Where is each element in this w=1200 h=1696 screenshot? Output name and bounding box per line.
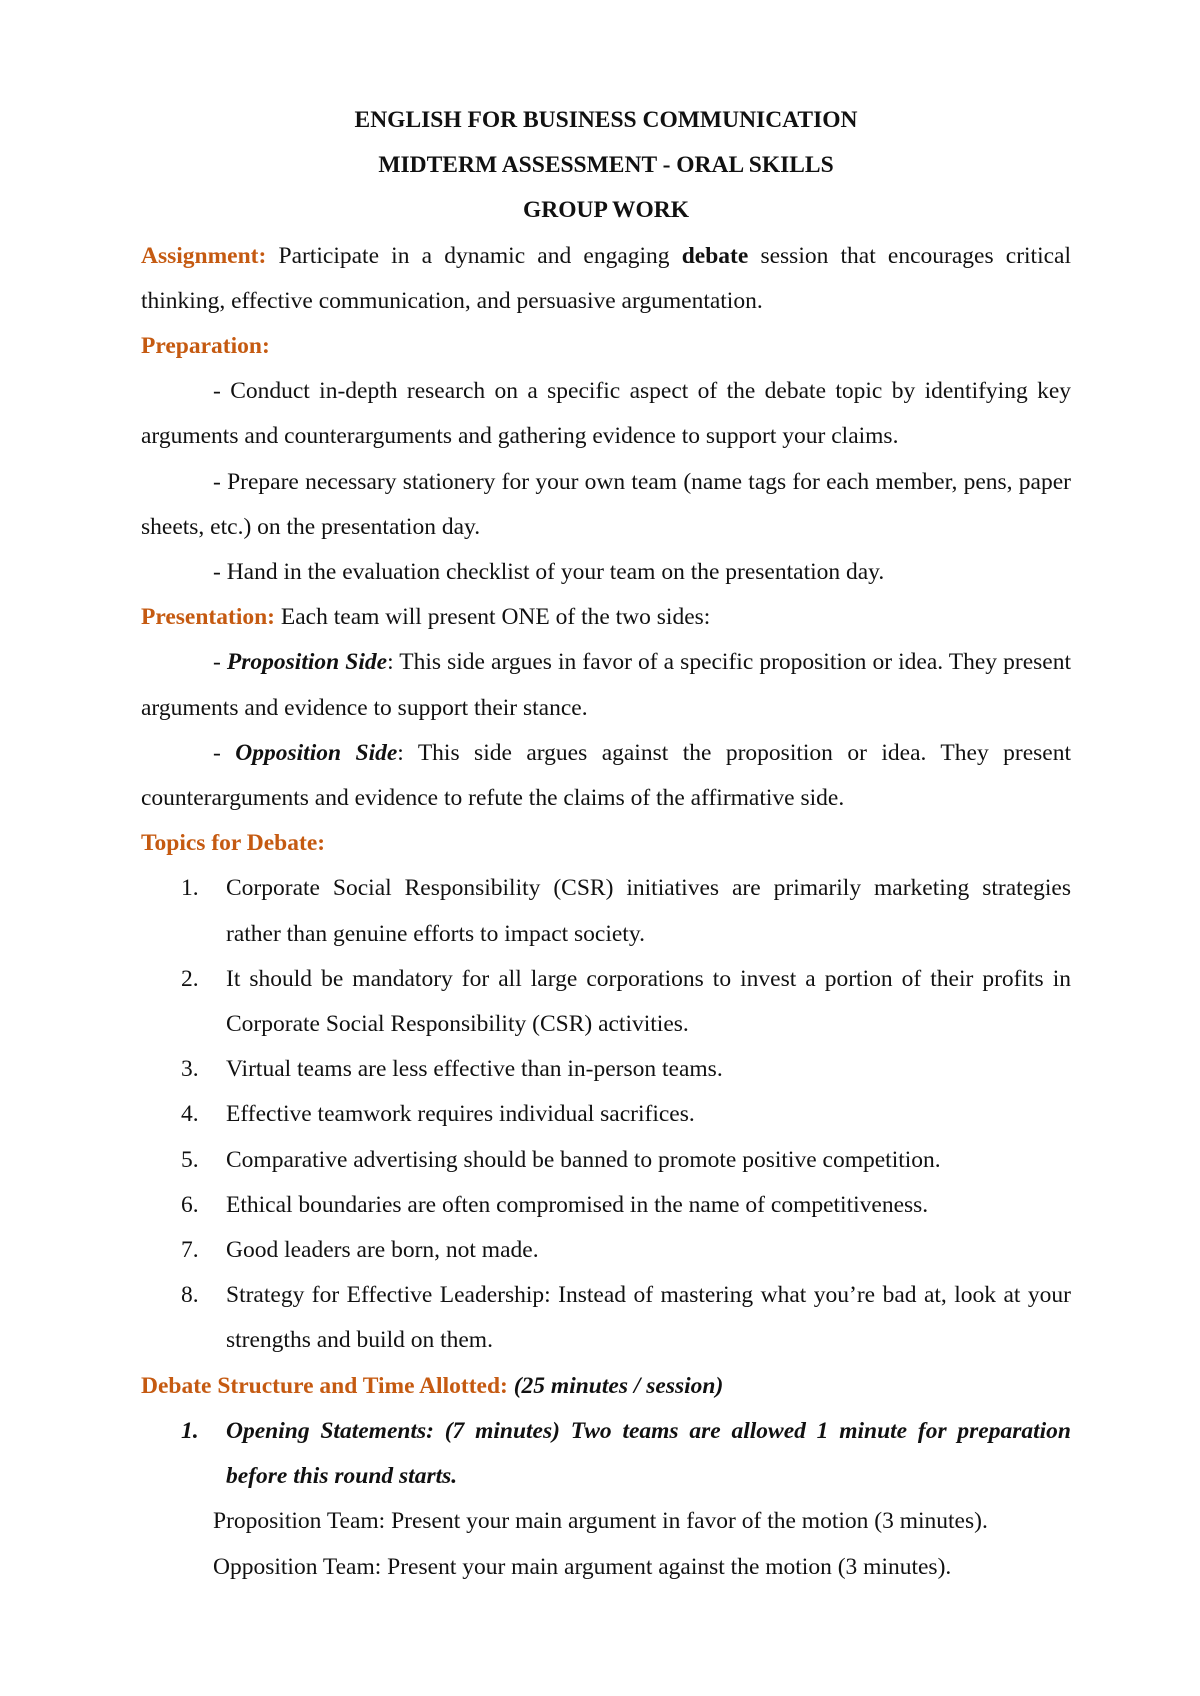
topic-text: Comparative advertising should be banned to promote positive competition. bbox=[226, 1146, 941, 1173]
preparation-heading: Preparation: bbox=[141, 333, 270, 360]
topic-number: 8. bbox=[181, 1282, 199, 1309]
proposition-side-desc: : This side argues in favor of a specific proposition or idea. They present arguments and evidence to support their stance. bbox=[141, 649, 1071, 721]
topic-item bbox=[141, 1183, 1071, 1228]
topics-list bbox=[141, 866, 1071, 1363]
proposition-team-line: Proposition Team: Present your main argument in favor of the motion (3 minutes). bbox=[213, 1508, 988, 1535]
side-prefix: - bbox=[213, 739, 236, 766]
topic-item bbox=[141, 1228, 1071, 1273]
topic-number: 2. bbox=[181, 965, 199, 992]
topic-number: 3. bbox=[181, 1056, 199, 1083]
topic-item bbox=[141, 1138, 1071, 1183]
structure-number: 1. bbox=[181, 1417, 199, 1444]
opposition-side-item bbox=[141, 731, 1071, 821]
course-title: ENGLISH FOR BUSINESS COMMUNICATION bbox=[354, 107, 858, 133]
assessment-title: MIDTERM ASSESSMENT - ORAL SKILLS bbox=[378, 152, 834, 179]
topic-text: Ethical boundaries are often compromised in the name of competitiveness. bbox=[226, 1191, 929, 1218]
presentation-paragraph bbox=[141, 595, 1071, 640]
topic-number: 4. bbox=[181, 1101, 199, 1128]
topic-text: Strategy for Effective Leadership: Instead of mastering what you’re bad at, look at your strengths and build on them. bbox=[226, 1282, 1071, 1354]
presentation-text: Each team will present ONE of the two sides: bbox=[275, 604, 711, 631]
topic-text: It should be mandatory for all large corporations to invest a portion of their profits in Corporate Social Responsibility (CSR) activities. bbox=[226, 965, 1071, 1038]
topic-number: 7. bbox=[181, 1237, 199, 1264]
assignment-label: Assignment: bbox=[141, 242, 267, 269]
topic-number: 5. bbox=[181, 1146, 199, 1173]
preparation-item: - Prepare necessary stationery for your own team (name tags for each member, pens, paper sheets, etc.) on the presentation day. bbox=[141, 468, 1071, 540]
assignment-text-before: Participate in a dynamic and engaging bbox=[266, 242, 682, 269]
proposition-side-name: Proposition Side bbox=[226, 649, 388, 676]
opposition-side-desc: : This side argues against the proposition or idea. They present counterarguments and evidence to refute the claims of the affirmative side. bbox=[141, 739, 1071, 812]
topic-number: 6. bbox=[181, 1191, 199, 1218]
topic-text: Corporate Social Responsibility (CSR) initiatives are primarily marketing strategies rather than genuine efforts to impact society. bbox=[226, 875, 1071, 947]
topic-item bbox=[141, 1047, 1071, 1092]
side-prefix: - bbox=[213, 649, 227, 676]
topic-item bbox=[141, 1092, 1071, 1137]
topic-number: 1. bbox=[181, 875, 199, 902]
topic-item bbox=[141, 866, 1071, 956]
structure-time: (25 minutes / session) bbox=[513, 1372, 724, 1399]
assignment-paragraph bbox=[141, 234, 1071, 324]
topic-text: Effective teamwork requires individual sacrifices. bbox=[226, 1101, 695, 1128]
document-body bbox=[141, 98, 1071, 1590]
opening-statements-item bbox=[141, 1409, 1071, 1499]
preparation-item: - Conduct in-depth research on a specific aspect of the debate topic by identifying key arguments and counterarguments and gathering evidence to support your claims. bbox=[141, 378, 1071, 450]
opposition-side-name: Opposition Side bbox=[235, 739, 398, 766]
assignment-text-after: session that encourages critical thinking, effective communication, and persuasive argumentation. bbox=[141, 242, 1072, 314]
proposition-side-item bbox=[141, 640, 1071, 730]
group-work-title: GROUP WORK bbox=[522, 197, 690, 224]
topics-heading: Topics for Debate: bbox=[141, 830, 326, 857]
topic-text: Good leaders are born, not made. bbox=[226, 1237, 539, 1264]
presentation-label: Presentation: bbox=[141, 604, 276, 631]
structure-heading: Debate Structure and Time Allotted: bbox=[141, 1372, 508, 1399]
topic-text: Virtual teams are less effective than in-person teams. bbox=[226, 1056, 723, 1083]
assignment-bold-word: debate bbox=[681, 242, 749, 269]
structure-heading-line bbox=[141, 1364, 1071, 1409]
preparation-item: - Hand in the evaluation checklist of your team on the presentation day. bbox=[213, 559, 885, 586]
opposition-team-line: Opposition Team: Present your main argument against the motion (3 minutes). bbox=[213, 1553, 952, 1580]
topic-item bbox=[141, 957, 1071, 1047]
opening-statements-text: Opening Statements: (7 minutes) Two teams are allowed 1 minute for preparation before this round starts. bbox=[226, 1417, 1071, 1490]
topic-item bbox=[141, 1273, 1071, 1363]
